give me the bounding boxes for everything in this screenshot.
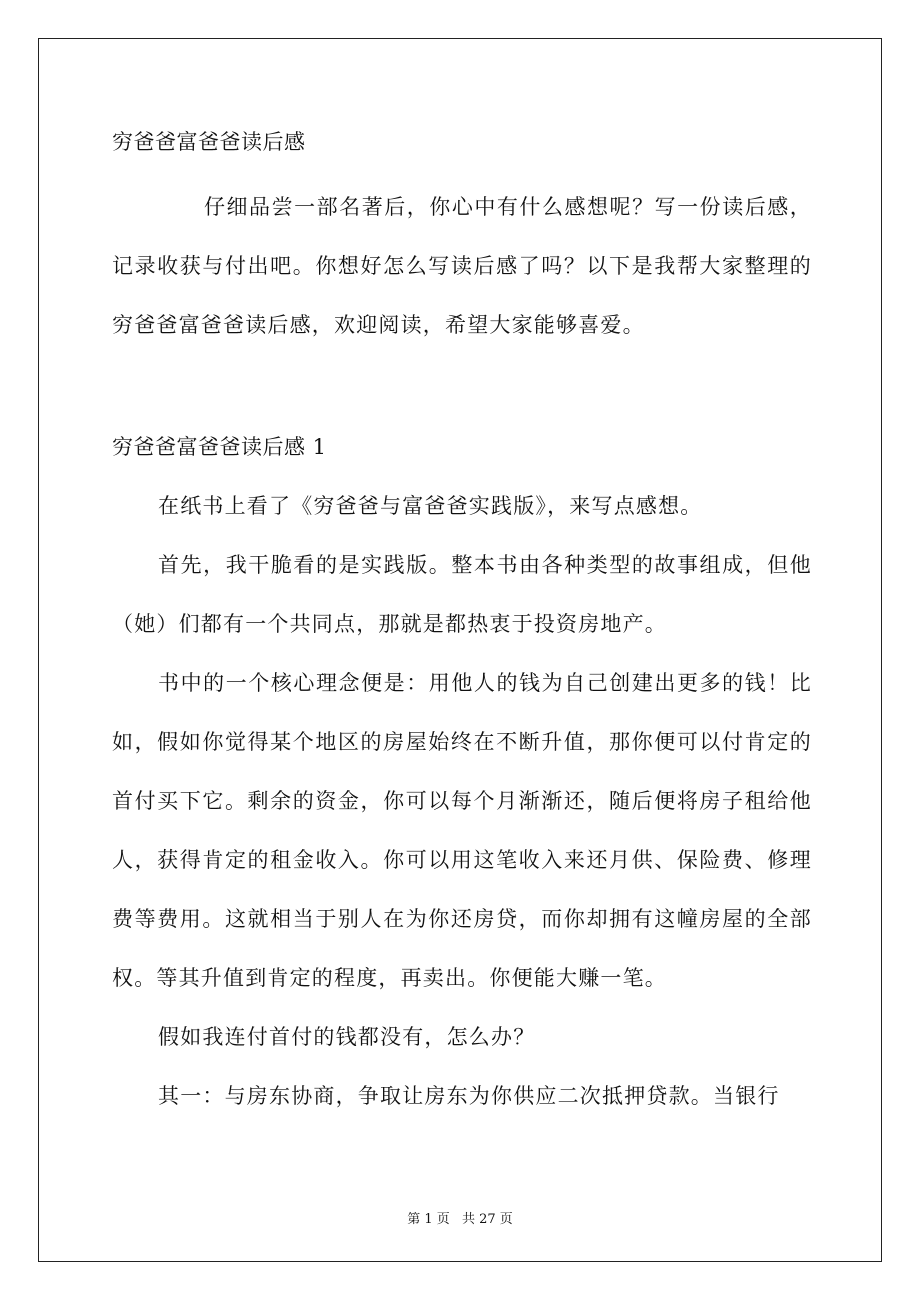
body-paragraph-2: 首先，我干脆看的是实践版。整本书由各种类型的故事组成，但他（她）们都有一个共同点，那就是都热衷于投资房地产。: [112, 553, 812, 636]
body-paragraph-5: 其一：与房东协商，争取让房东为你供应二次抵押贷款。当银行: [158, 1084, 780, 1108]
intro-paragraph: 仔细品尝一部名著后，你心中有什么感想呢？写一份读后感，记录收获与付出吧。你想好怎么写读后感了吗？以下是我帮大家整理的穷爸爸富爸爸读后感，欢迎阅读，希望大家能够喜爱。: [112, 195, 812, 337]
section-title: 穷爸爸富爸爸读后感 1: [112, 435, 327, 459]
page-number: 第 1 页: [407, 1212, 450, 1227]
document-title: 穷爸爸富爸爸读后感: [112, 130, 306, 154]
document-body: [112, 120, 812, 1126]
body-paragraph-1: 在纸书上看了《穷爸爸与富爸爸实践版》，来写点感想。: [158, 494, 703, 518]
body-paragraph-3: 书中的一个核心理念便是：用他人的钱为自己创建出更多的钱！比如，假如你觉得某个地区的房屋始终在不断升值，那你便可以付肯定的首付买下它。剩余的资金，你可以每个月渐渐还，随后便将房子租给他人，获得肯定的租金收入。你可以用这笔收入来还月供、保险费、修理费等费用。这就相当于别人在为你还房贷，而你却拥有这幢房屋的全部权。等其升值到肯定的程度，再卖出。你便能大赚一笔。: [112, 671, 812, 990]
page-footer: [0, 1208, 920, 1227]
body-paragraph-4: 假如我连付首付的钱都没有，怎么办？: [158, 1025, 536, 1049]
page-total: 共 27 页: [461, 1212, 513, 1227]
